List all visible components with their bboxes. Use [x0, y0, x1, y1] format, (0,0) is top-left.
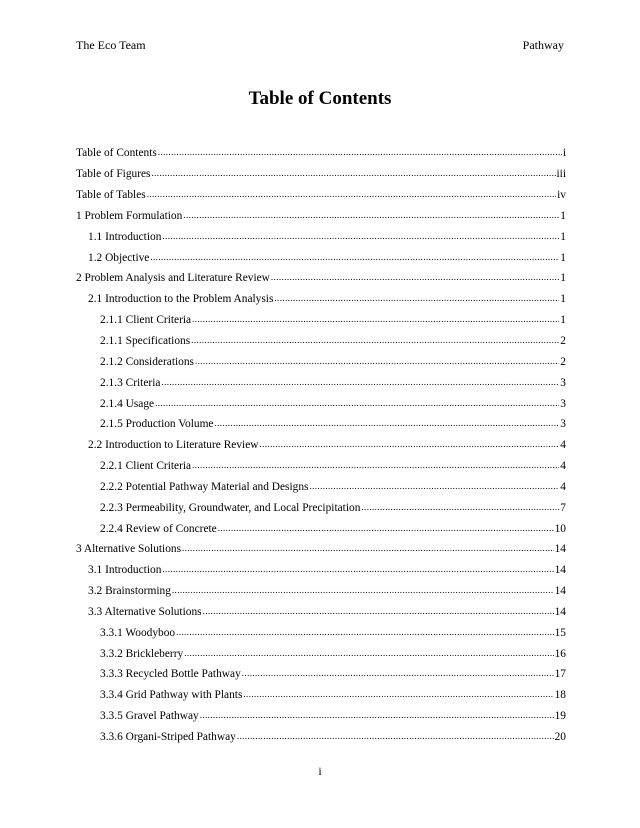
toc-entry-page: 20 [554, 731, 566, 744]
toc-dot-leader [203, 604, 554, 615]
toc-entry[interactable] [76, 583, 566, 604]
toc-entry-page: 3 [560, 376, 566, 389]
toc-entry-page: 14 [554, 564, 566, 577]
toc-entry-page: 2 [560, 355, 566, 368]
toc-entry-page: 1 [560, 251, 566, 264]
toc-entry-page: 1 [560, 272, 566, 285]
toc-entry[interactable] [76, 312, 566, 333]
toc-dot-leader [361, 499, 559, 510]
toc-entry-page: 18 [554, 689, 566, 702]
toc-entry-page: i [562, 147, 566, 160]
toc-entry[interactable] [76, 249, 566, 270]
toc-dot-leader [242, 666, 554, 677]
toc-entry-page: 15 [554, 626, 566, 639]
toc-dot-leader [260, 437, 560, 448]
toc-dot-leader [200, 708, 554, 719]
toc-entry[interactable] [76, 270, 566, 291]
toc-entry-page: 3 [560, 397, 566, 410]
toc-entry-page: 2 [560, 334, 566, 347]
footer-page-number: i [318, 764, 322, 778]
toc-entry-title: 3.2 Brainstorming [88, 585, 171, 598]
toc-entry-title: 3 Alternative Solutions [76, 543, 182, 556]
header-project-name: Pathway [522, 38, 564, 52]
toc-dot-leader [191, 333, 559, 344]
toc-entry-page: 10 [554, 522, 566, 535]
toc-entry[interactable] [76, 604, 566, 625]
toc-entry-page: 3 [560, 418, 566, 431]
toc-entry-title: 2.1.4 Usage [100, 397, 155, 410]
toc-dot-leader [243, 687, 553, 698]
toc-entry[interactable] [76, 687, 566, 708]
toc-entry-title: 2.2 Introduction to Literature Review [88, 439, 259, 452]
toc-title: Table of Contents [248, 88, 392, 109]
toc-entry-title: 2.2.4 Review of Concrete [100, 522, 217, 535]
toc-entry[interactable] [76, 228, 566, 249]
toc-entry-title: 2.1.3 Criteria [100, 376, 161, 389]
toc-list [76, 145, 566, 749]
toc-entry-page: 7 [560, 501, 566, 514]
toc-entry[interactable] [76, 166, 566, 187]
toc-entry-page: 1 [560, 230, 566, 243]
toc-entry[interactable] [76, 353, 566, 374]
toc-entry[interactable] [76, 458, 566, 479]
toc-entry-page: 17 [554, 668, 566, 681]
toc-entry-title: 2.1 Introduction to the Problem Analysis [88, 293, 274, 306]
toc-entry[interactable] [76, 208, 566, 229]
toc-dot-leader [162, 228, 559, 239]
toc-entry-title: 2.2.3 Permeability, Groundwater, and Local Precipitation [100, 501, 361, 514]
toc-entry[interactable] [76, 145, 566, 166]
toc-dot-leader [271, 270, 559, 281]
toc-entry-page: 4 [560, 480, 566, 493]
toc-entry[interactable] [76, 187, 566, 208]
toc-entry-page: 1 [560, 293, 566, 306]
toc-entry[interactable] [76, 666, 566, 687]
toc-entry[interactable] [76, 479, 566, 500]
toc-dot-leader [158, 145, 562, 156]
toc-dot-leader [192, 458, 559, 469]
toc-entry-title: 1.2 Objective [88, 251, 150, 264]
toc-entry-page: 16 [554, 647, 566, 660]
toc-entry-title: 2.1.2 Considerations [100, 355, 194, 368]
toc-dot-leader [192, 312, 559, 323]
toc-entry[interactable] [76, 333, 566, 354]
toc-entry-page: 14 [554, 605, 566, 618]
toc-entry[interactable] [76, 562, 566, 583]
toc-entry-title: 3.3.3 Recycled Bottle Pathway [100, 668, 241, 681]
toc-dot-leader [152, 166, 556, 177]
toc-dot-leader [162, 562, 553, 573]
toc-dot-leader [195, 353, 559, 364]
toc-dot-leader [182, 541, 554, 552]
toc-entry-title: 3.3.4 Grid Pathway with Plants [100, 689, 243, 702]
toc-dot-leader [237, 729, 554, 740]
toc-entry-page: iv [557, 189, 566, 202]
toc-entry-title: Table of Figures [76, 168, 151, 181]
toc-entry-title: 3.3.1 Woodyboo [100, 626, 176, 639]
toc-dot-leader [155, 395, 559, 406]
toc-dot-leader [184, 645, 553, 656]
toc-dot-leader [172, 583, 554, 594]
toc-entry[interactable] [76, 374, 566, 395]
toc-dot-leader [274, 291, 559, 302]
toc-entry-title: Table of Tables [76, 189, 146, 202]
toc-entry-page: 1 [560, 314, 566, 327]
toc-entry-title: 2.2.1 Client Criteria [100, 460, 192, 473]
toc-entry-title: 1 Problem Formulation [76, 209, 183, 222]
toc-dot-leader [176, 624, 553, 635]
toc-entry-title: 3.3.6 Organi-Striped Pathway [100, 731, 236, 744]
toc-entry[interactable] [76, 708, 566, 729]
toc-entry[interactable] [76, 729, 566, 750]
toc-entry[interactable] [76, 437, 566, 458]
toc-entry[interactable] [76, 520, 566, 541]
toc-entry-title: 3.3 Alternative Solutions [88, 605, 202, 618]
header-team-name: The Eco Team [76, 38, 146, 52]
toc-entry[interactable] [76, 291, 566, 312]
toc-entry-title: 2.2.2 Potential Pathway Material and Designs [100, 480, 309, 493]
toc-entry[interactable] [76, 395, 566, 416]
toc-dot-leader [183, 208, 559, 219]
toc-entry-page: 14 [554, 585, 566, 598]
toc-entry-title: Table of Contents [76, 147, 157, 160]
toc-entry-page: 4 [560, 460, 566, 473]
toc-entry[interactable] [76, 541, 566, 562]
toc-dot-leader [147, 187, 556, 198]
toc-entry-title: 2.1.1 Specifications [100, 334, 191, 347]
toc-entry-title: 3.3.2 Brickleberry [100, 647, 184, 660]
toc-entry-page: 14 [554, 543, 566, 556]
toc-dot-leader [150, 249, 559, 260]
toc-entry[interactable] [76, 416, 566, 437]
toc-dot-leader [309, 479, 559, 490]
toc-dot-leader [218, 520, 554, 531]
toc-entry-page: 19 [554, 710, 566, 723]
toc-entry[interactable] [76, 645, 566, 666]
toc-entry-title: 2.1.5 Production Volume [100, 418, 214, 431]
toc-entry[interactable] [76, 624, 566, 645]
toc-dot-leader [215, 416, 560, 427]
toc-entry-page: 1 [560, 209, 566, 222]
toc-entry-title: 3.3.5 Gravel Pathway [100, 710, 199, 723]
toc-entry-title: 2 Problem Analysis and Literature Review [76, 272, 270, 285]
toc-entry-page: iii [556, 168, 566, 181]
toc-dot-leader [161, 374, 559, 385]
toc-entry-title: 3.1 Introduction [88, 564, 162, 577]
toc-entry-title: 1.1 Introduction [88, 230, 162, 243]
toc-entry-page: 4 [560, 439, 566, 452]
toc-entry[interactable] [76, 499, 566, 520]
toc-entry-title: 2.1.1 Client Criteria [100, 314, 192, 327]
